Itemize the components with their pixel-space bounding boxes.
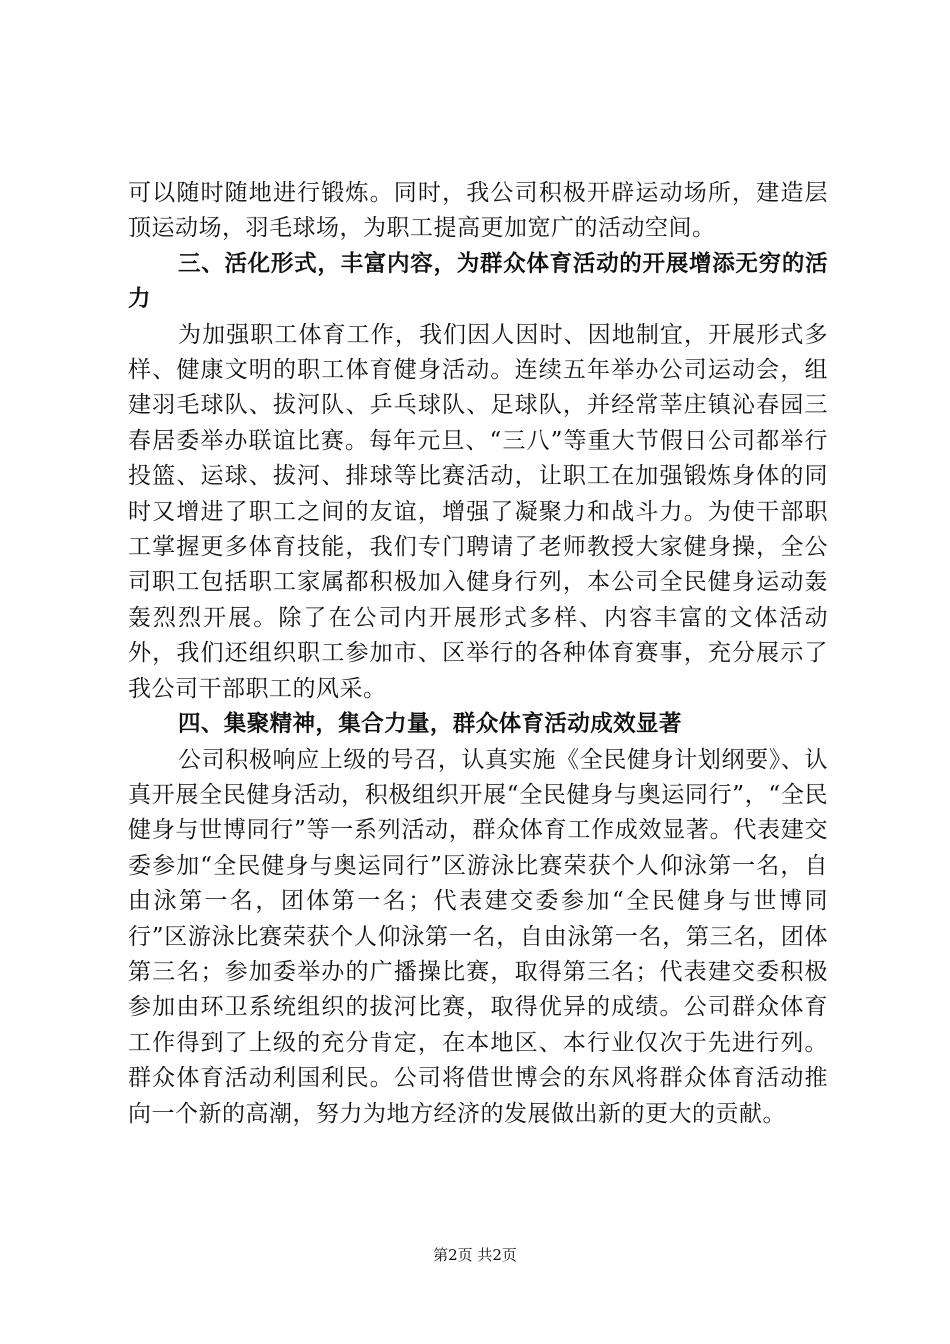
- paragraph-activities: 为加强职工体育工作，我们因人因时、因地制宜，开展形式多样、健康文明的职工体育健身活动。连续五年举办公司运动会，组建羽毛球队、拔河队、乒乓球队、足球队，并经常莘庄镇沁春园三春居委举办联谊比赛。每年元旦、“三八”等重大节假日公司都举行投篮、运球、拔河、排球等比赛活动，让职工在加强锻炼身体的同时又增进了职工之间的友谊，增强了凝聚力和战斗力。为使干部职工掌握更多体育技能，我们专门聘请了老师教授大家健身操，全公司职工包括职工家属都积极加入健身行列，本公司全民健身运动轰轰烈烈开展。除了在公司内开展形式多样、内容丰富的文体活动外，我们还组织职工参加市、区举行的各种体育赛事，充分展示了我公司干部职工的风采。: [128, 321, 828, 702]
- paragraph-achievements: 公司积极响应上级的号召，认真实施《全民健身计划纲要》、认真开展全民健身活动，积极组织开展“全民健身与奥运同行”，“全民健身与世博同行”等一系列活动，群众体育工作成效显著。代表建交委参加“全民健身与奥运同行”区游泳比赛荣获个人仰泳第一名，自由泳第一名，团体第一名；代表建交委参加“全民健身与世博同行”区游泳比赛荣获个人仰泳第一名，自由泳第一名，第三名，团体第三名；参加委举办的广播操比赛，取得第三名；代表建交委积极参加由环卫系统组织的拔河比赛，取得优异的成绩。公司群众体育工作得到了上级的充分肯定，在本地区、本行业仅次于先进行列。群众体育活动利国利民。公司将借世博会的东风将群众体育活动推向一个新的高潮，努力为地方经济的发展做出新的更大的贡献。: [128, 746, 828, 1127]
- section-heading-three: 三、活化形式，丰富内容，为群众体育活动的开展增添无穷的活力: [128, 250, 828, 313]
- document-body: [128, 176, 828, 1132]
- page-footer: 第2页 共2页: [433, 1246, 517, 1264]
- paragraph-continuation: 可以随时随地进行锻炼。同时，我公司积极开辟运动场所，建造层顶运动场，羽毛球场，为职工提高更加宽广的活动空间。: [128, 180, 828, 242]
- section-heading-four: 四、集聚精神，集合力量，群众体育活动成效显著: [178, 711, 682, 738]
